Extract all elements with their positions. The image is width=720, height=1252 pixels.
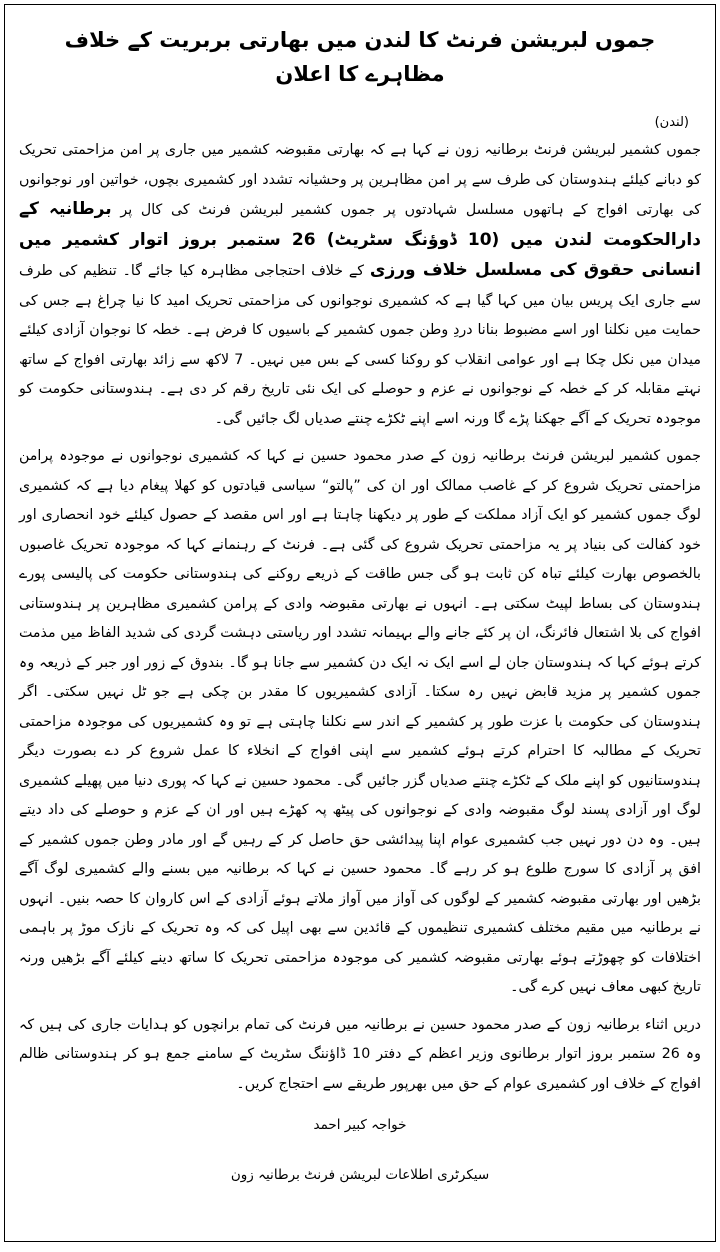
paragraph-1-start: جموں کشمیر لبریشن فرنٹ برطانیہ زون نے کہا ہے کہ بھارتی مقبوضہ کشمیر میں جاری پر امن مزاحمتی تحریک کو دبانے کیلئے ہندوستان کی طرف سے پر امن مظاہرین پر وحشیانہ تشدد اور کشمیری بچوں، خواتین اور نوجوانوں کی بھارتی افواج کے ہاتھوں مسلسل شہادتوں پر جموں کشمیر لبریشن فرنٹ کی کال پر: [19, 142, 702, 218]
paragraph-1-rest: کے خلاف احتجاجی مظاہرہ کیا جائے گا۔ تنظیم کی طرف سے جاری ایک پریس بیان میں کہا گیا ہے کہ کشمیری نوجوانوں کی مزاحمتی تحریک امید کا نیا چراغ ہے جس کی حمایت میں نکلنا اور اسے مضبوط بنانا دردِ وطن جموں کشمیر کے باسیوں کا فرض ہے۔ خطہ کا نوجوان آزادی کیلئے میدان میں نکل چکا ہے اور عوامی انقلاب کو روکنا کسی کے بس میں نہیں۔ 7 لاکھ سے زائد بھارتی افواج کے ساتھ نہتے مقابلہ کر کے خطہ کے نوجوانوں نے عزم و حوصلے کی ایک نئی تاریخ رقم کر دی ہے۔ ہندوستانی حکومت کو موجودہ تحریک کے آگے جھکنا پڑے گا ورنہ اسے اپنے ٹکڑے چنتے صدیاں لگ جائیں گی۔: [19, 263, 701, 427]
signature-title: سیکرٹری اطلاعات لبریشن فرنٹ برطانیہ زون: [230, 1167, 490, 1183]
dateline: (لندن): [654, 115, 689, 130]
paragraph-3: دریں اثناء برطانیہ زون کے صدر محمود حسین نے برطانیہ میں فرنٹ کی تمام برانچوں کو ہدایات جاری کی ہیں کہ وہ 26 ستمبر بروز اتوار برطانوی وزیر اعظم کے دفتر 10 ڈاؤننگ سٹریٹ کے سامنے جمع ہو کر ہندوستانی ظالم افواج کے خلاف اور کشمیری عوام کے حق میں بھرپور طریقے سے احتجاج کریں۔: [19, 1016, 701, 1092]
headline: جموں لبریشن فرنٹ کا لندن میں بھارتی بربریت کے خلاف مظاہرے کا اعلان: [64, 28, 656, 86]
signature-name: خواجہ کبیر احمد: [313, 1117, 407, 1133]
paragraph-1: [19, 136, 701, 434]
article-body: [5, 136, 715, 1099]
press-release-page: [4, 4, 716, 1242]
paragraph-2: جموں کشمیر لبریشن فرنٹ برطانیہ زون کے صدر محمود حسین نے کہا کہ کشمیری نوجوانوں نے موجودہ پرامن مزاحمتی تحریک شروع کر کے غاصب ممالک اور ان کی ”پالتو“ سیاسی قیادتوں کو کھلا پیغام دیا ہے کہ کشمیری لوگ جموں کشمیر کو ایک آزاد مملکت کے طور پر دیکھنا چاہتا ہے اور اس مقصد کے حصول کیلئے خود انحصاری اور خود کفالت کی بنیاد پر یہ مزاحمتی تحریک شروع کی گئی ہے۔ فرنٹ کے رہنمانے کہا کہ موجودہ تحریک غاصبوں بالخصوص بھارت کیلئے تباہ کن ثابت ہو گی جس طاقت کے ذریعے روکنے کی ہندوستانی حکومت کی پالیسی پورے ہندوستان کی بساط لپیٹ سکتی ہے۔ انہوں نے بھارتی مقبوضہ وادی کے پرامن کشمیری مظاہرین پر ہندوستانی افواج کی بلا اشتعال فائرنگ، ان پر کئے جانے والے بہیمانہ تشدد اور ریاستی دہشت گردی کی شدید الفاظ میں مذمت کرتے ہوئے کہا کہ ہندوستان جان لے اسے ایک نہ ایک دن کشمیر سے جانا ہو گا۔ بندوق کے زور اور جبر کے ذریعہ وہ جموں کشمیر پر مزید قابض نہیں رہ سکتا۔ آزادی کشمیریوں کا مقدر بن چکی ہے جو ٹل نہیں سکتی۔ اگر ہندوستان کی حکومت با عزت طور پر کشمیر کے اندر سے نکلنا چاہتی ہے تو وہ کشمیریوں کی موجودہ مزاحمتی تحریک کے مطالبہ کا احترام کرتے ہوئے کشمیر سے اپنی افواج کے انخلاء کا عمل شروع کر دے بصورت دیگر ہندوستانیوں کو اپنے ملک کے ٹکڑے چنتے صدیاں گزر جائیں گی۔ محمود حسین نے کہا کہ پوری دنیا میں پھیلے کشمیری لوگ اور آزادی پسند لوگ مقبوضہ وادی کے نوجوانوں کی پیٹھ پہ کھڑے ہیں اور ان کے عزم و حوصلے کی داد دیتے ہیں۔ وہ دن دور نہیں جب کشمیری عوام اپنا پیدائشی حق حاصل کر کے رہیں گے اور مادر وطن جموں کشمیر کے افق پر آزادی کا سورج طلوع ہو کر رہے گا۔ محمود حسین نے کہا کہ برطانیہ میں بسنے والے کشمیری لوگ آگے بڑھیں اور بھارتی مقبوضہ کشمیر کے لوگوں کی آواز میں آواز ملاتے ہوئے آزادی کے اس کاروان کا حصہ بنیں۔ انہوں نے برطانیہ میں مقیم مختلف کشمیری تنظیموں کے قائدین سے بھی اپیل کی کہ وہ تحریک کے نازک موڑ پر باہمی اختلافات کو چھوڑتے ہوئے بھارتی مقبوضہ کشمیر کی موجودہ مزاحمتی تحریک کا ساتھ دینے کیلئے آگے بڑھیں ورنہ تاریخ کبھی معاف نہیں کرے گی۔: [19, 448, 701, 995]
paragraph-1-bold: برطانیہ کے دارالحکومت لندن میں (10 ڈوؤنگ سٹریٹ) 26 ستمبر بروز اتوار کشمیر میں انسانی حقوق کی مسلسل خلاف ورزی: [19, 199, 701, 280]
